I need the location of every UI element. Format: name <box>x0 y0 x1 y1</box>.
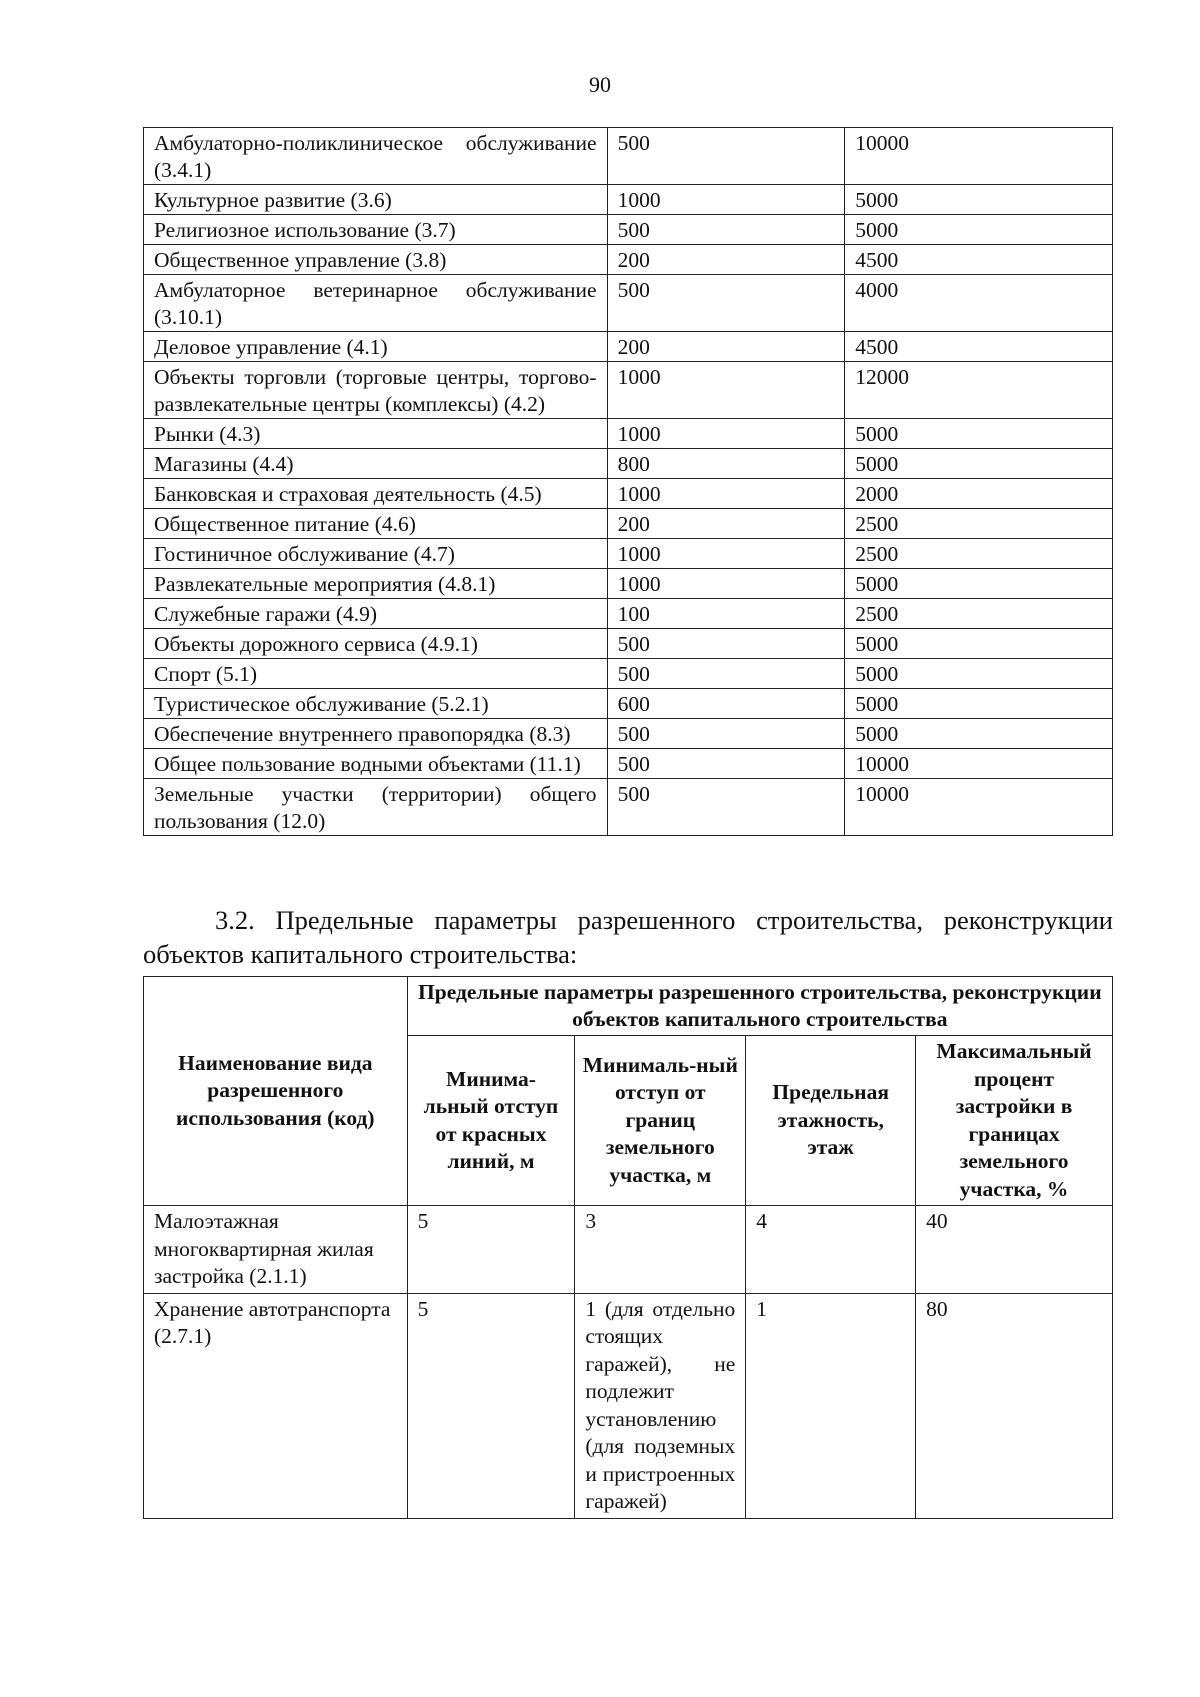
use-type-name: Общественное управление (3.8) <box>144 245 608 275</box>
use-type-name: Культурное развитие (3.6) <box>144 185 608 215</box>
max-area-value: 5000 <box>845 659 1113 689</box>
max-area-value: 10000 <box>845 749 1113 779</box>
use-type-name: Развлекательные мероприятия (4.8.1) <box>144 569 608 599</box>
min-area-value: 800 <box>607 449 845 479</box>
table-row <box>144 569 1113 599</box>
table-row <box>144 1206 1113 1294</box>
min-area-value: 1000 <box>607 539 845 569</box>
max-area-value: 10000 <box>845 779 1113 836</box>
min-area-value: 500 <box>607 749 845 779</box>
min-area-value: 200 <box>607 509 845 539</box>
land-plot-size-table <box>143 127 1113 836</box>
use-type-name: Объекты торговли (торговые центры, торгово-развлекательные центры (комплексы) (4.2) <box>144 362 608 419</box>
use-type-name: Общее пользование водными объектами (11.1) <box>144 749 608 779</box>
page-number: 90 <box>589 72 611 97</box>
table-row <box>144 749 1113 779</box>
max-area-value: 5000 <box>845 449 1113 479</box>
max-area-value: 5000 <box>845 689 1113 719</box>
use-type-name: Амбулаторно-поликлиническое обслуживание (3.4.1) <box>144 128 608 185</box>
setback-boundaries-value: 1 (для отдельно стоящих гаражей), не подлежит установлению (для подземных и пристроенных гаражей) <box>575 1293 746 1518</box>
min-area-value: 500 <box>607 779 845 836</box>
min-area-value: 200 <box>607 245 845 275</box>
header-min-setback-boundaries: Минималь-ный отступ от границ земельного участка, м <box>575 1036 746 1206</box>
max-area-value: 2500 <box>845 539 1113 569</box>
max-area-value: 4500 <box>845 245 1113 275</box>
table-row <box>144 275 1113 332</box>
table-row <box>144 185 1113 215</box>
use-type-name: Объекты дорожного сервиса (4.9.1) <box>144 629 608 659</box>
max-area-value: 5000 <box>845 419 1113 449</box>
table-row <box>144 629 1113 659</box>
table-row <box>144 539 1113 569</box>
setback-red-lines-value: 5 <box>407 1293 575 1518</box>
table-row <box>144 215 1113 245</box>
use-type-name: Рынки (4.3) <box>144 419 608 449</box>
min-area-value: 500 <box>607 215 845 245</box>
setback-boundaries-value: 3 <box>575 1206 746 1294</box>
table-row <box>144 719 1113 749</box>
max-area-value: 2500 <box>845 509 1113 539</box>
header-max-floors: Предельная этажность, этаж <box>746 1036 916 1206</box>
table-row <box>144 479 1113 509</box>
min-area-value: 200 <box>607 332 845 362</box>
max-floors-value: 1 <box>746 1293 916 1518</box>
min-area-value: 1000 <box>607 479 845 509</box>
table-row <box>144 779 1113 836</box>
use-type-name: Обеспечение внутреннего правопорядка (8.3) <box>144 719 608 749</box>
header-min-setback-red-lines: Минима-льный отступ от красных линий, м <box>407 1036 575 1206</box>
setback-red-lines-value: 5 <box>407 1206 575 1294</box>
table-row <box>144 449 1113 479</box>
max-area-value: 4500 <box>845 332 1113 362</box>
use-type-name: Гостиничное обслуживание (4.7) <box>144 539 608 569</box>
table-row <box>144 509 1113 539</box>
max-floors-value: 4 <box>746 1206 916 1294</box>
use-type-name: Хранение автотранспорта (2.7.1) <box>144 1293 408 1518</box>
use-type-name: Амбулаторное ветеринарное обслуживание (3.10.1) <box>144 275 608 332</box>
table-row <box>144 1293 1113 1518</box>
min-area-value: 1000 <box>607 185 845 215</box>
use-type-name: Банковская и страховая деятельность (4.5) <box>144 479 608 509</box>
max-coverage-value: 80 <box>916 1293 1113 1518</box>
header-use-type: Наименование вида разрешенного использования (код) <box>144 977 408 1206</box>
use-type-name: Туристическое обслуживание (5.2.1) <box>144 689 608 719</box>
max-area-value: 2500 <box>845 599 1113 629</box>
max-area-value: 5000 <box>845 215 1113 245</box>
use-type-name: Земельные участки (территории) общего пользования (12.0) <box>144 779 608 836</box>
max-area-value: 4000 <box>845 275 1113 332</box>
table-row <box>144 332 1113 362</box>
min-area-value: 100 <box>607 599 845 629</box>
min-area-value: 500 <box>607 659 845 689</box>
header-parameters-group: Предельные параметры разрешенного строительства, реконструкции объектов капитального строительства <box>407 977 1112 1036</box>
min-area-value: 500 <box>607 719 845 749</box>
construction-parameters-table <box>143 976 1113 1519</box>
min-area-value: 500 <box>607 275 845 332</box>
max-area-value: 12000 <box>845 362 1113 419</box>
use-type-name: Магазины (4.4) <box>144 449 608 479</box>
table-row <box>144 689 1113 719</box>
max-area-value: 5000 <box>845 569 1113 599</box>
table-row <box>144 599 1113 629</box>
use-type-name: Спорт (5.1) <box>144 659 608 689</box>
use-type-name: Религиозное использование (3.7) <box>144 215 608 245</box>
min-area-value: 1000 <box>607 362 845 419</box>
table-row <box>144 128 1113 185</box>
max-area-value: 2000 <box>845 479 1113 509</box>
use-type-name: Деловое управление (4.1) <box>144 332 608 362</box>
use-type-name: Служебные гаражи (4.9) <box>144 599 608 629</box>
max-area-value: 5000 <box>845 629 1113 659</box>
max-area-value: 10000 <box>845 128 1113 185</box>
table-row <box>144 362 1113 419</box>
use-type-name: Малоэтажная многоквартирная жилая застройка (2.1.1) <box>144 1206 408 1294</box>
table-row <box>144 659 1113 689</box>
max-area-value: 5000 <box>845 719 1113 749</box>
max-coverage-value: 40 <box>916 1206 1113 1294</box>
min-area-value: 500 <box>607 629 845 659</box>
min-area-value: 500 <box>607 128 845 185</box>
table-row <box>144 419 1113 449</box>
min-area-value: 600 <box>607 689 845 719</box>
section-heading: 3.2. Предельные параметры разрешенного строительства, реконструкции объектов капитального строительства: <box>143 905 1113 969</box>
min-area-value: 1000 <box>607 569 845 599</box>
use-type-name: Общественное питание (4.6) <box>144 509 608 539</box>
header-max-coverage: Максимальный процент застройки в границах земельного участка, % <box>916 1036 1113 1206</box>
table-row <box>144 245 1113 275</box>
min-area-value: 1000 <box>607 419 845 449</box>
max-area-value: 5000 <box>845 185 1113 215</box>
